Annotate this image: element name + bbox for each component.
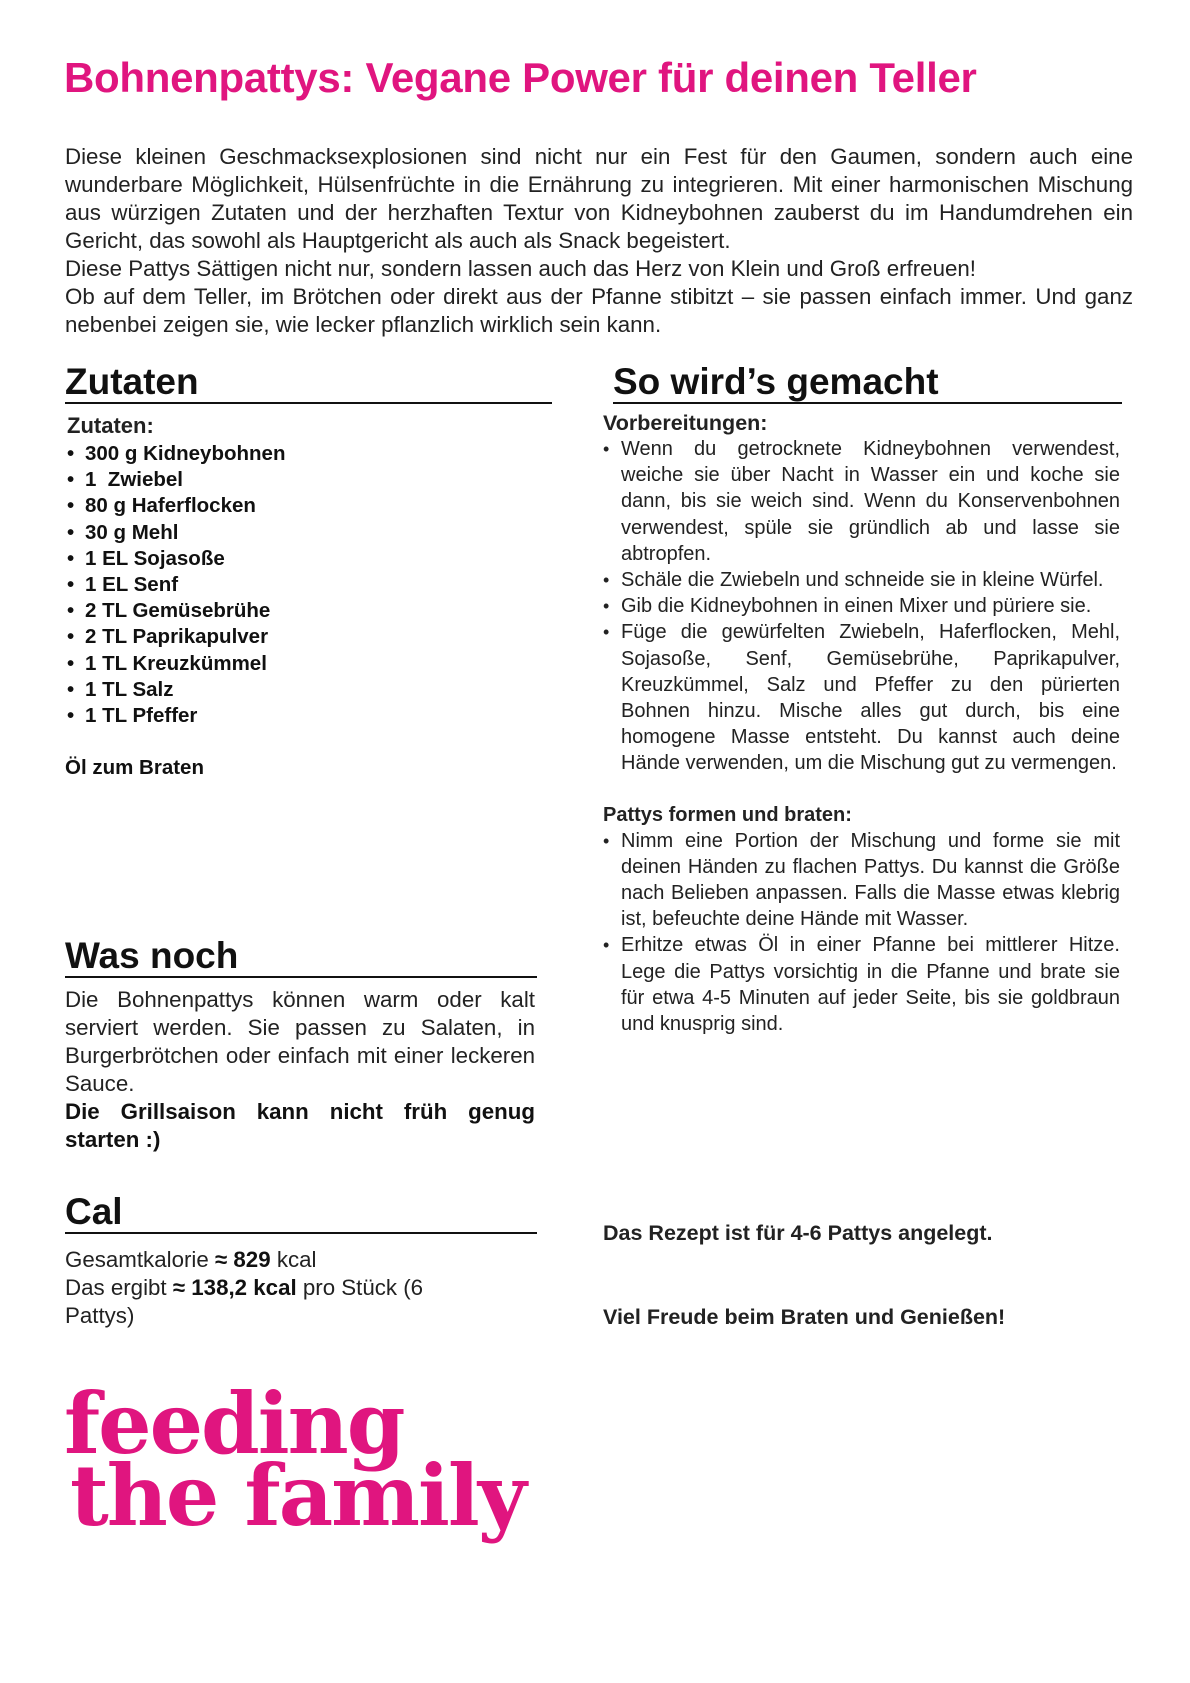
was-noch-heading: Was noch — [65, 936, 537, 978]
step-text: Erhitze etwas Öl in einer Pfanne bei mittlerer Hitze. Lege die Pattys vorsichtig in die Pfanne und brate sie für etwa 4-5 Minuten auf jeder Seite, bis sie goldbraun und knusprig sind. — [621, 934, 1120, 1036]
bullet-icon: • — [67, 494, 75, 518]
bullet-icon: • — [67, 468, 75, 492]
ingredient-item — [65, 572, 535, 598]
intro-text — [65, 143, 1133, 339]
bullet-icon: • — [603, 935, 610, 956]
ingredient-text: 80 g Haferflocken — [85, 494, 256, 518]
approx-icon: ≈ — [172, 1275, 186, 1300]
step-item — [603, 932, 1120, 1037]
total-calories-value: 829 — [233, 1247, 271, 1272]
ingredient-item — [65, 703, 535, 729]
ingredient-text: 2 TL Paprikapulver — [85, 625, 269, 649]
ingredient-item — [65, 493, 535, 519]
bullet-icon: • — [67, 442, 75, 465]
ingredient-item — [65, 598, 535, 624]
step-text: Schäle die Zwiebeln und schneide sie in kleine Würfel. — [621, 569, 1104, 592]
total-calories-unit: kcal — [276, 1247, 317, 1272]
step-text: Gib die Kidneybohnen in einen Mixer und püriere sie. — [621, 595, 1092, 618]
logo-line-2: the family — [70, 1446, 525, 1545]
ingredient-text: 1 TL Salz — [85, 677, 174, 701]
ingredient-text: 2 TL Gemüsebrühe — [85, 599, 271, 623]
intro-paragraph: Diese Pattys Sättigen nicht nur, sondern lassen auch das Herz von Klein und Groß erfreuen! — [65, 256, 976, 281]
forming-subheading: Pattys formen und braten: — [603, 803, 852, 826]
step-item — [603, 619, 1120, 776]
ingredient-text: 30 g Mehl — [85, 520, 179, 544]
ingredient-item — [65, 651, 535, 677]
bullet-icon: • — [67, 625, 75, 649]
ingredient-item — [65, 520, 535, 546]
bullet-icon: • — [67, 546, 75, 570]
forming-steps — [603, 828, 1120, 1038]
step-text: Füge die gewürfelten Zwiebeln, Haferflocken, Mehl, Sojasoße, Senf, Gemüsebrühe, Paprikapulver, Kreuzkümmel, Salz und Pfeffer zu den pürierten Bohnen hinzu. Mische alles gut durch, bis eine homogene Masse entsteht. Du kannst auch deine Hände verwenden, um die Mischung gut zu vermengen. — [621, 621, 1120, 775]
ingredient-item — [65, 441, 535, 467]
serving-text: Die Bohnenpattys können warm oder kalt serviert werden. Sie passen zu Salaten, in Burgerbrötchen oder einfach mit einer leckeren Sauce. — [65, 987, 535, 1096]
bullet-icon: • — [67, 599, 75, 623]
ingredient-text: 1 EL Senf — [85, 573, 179, 597]
step-text: Nimm eine Portion der Mischung und forme sie mit deinen Händen zu flachen Pattys. Du kannst die Größe nach Belieben anpassen. Falls die Masse etwas klebrig ist, befeuchte deine Hände mit Wasser. — [621, 829, 1120, 931]
ingredient-item — [65, 624, 535, 650]
closing-note: Viel Freude beim Braten und Genießen! — [603, 1305, 1006, 1329]
bullet-icon: • — [67, 677, 75, 701]
ingredient-item — [65, 677, 535, 703]
was-noch-section — [65, 986, 535, 1154]
step-item — [603, 567, 1120, 593]
bullet-icon: • — [603, 622, 610, 643]
page-title: Bohnenpattys: Vegane Power für deinen Teller — [64, 54, 977, 101]
intro-paragraph: Diese kleinen Geschmacksexplosionen sind nicht nur ein Fest für den Gaumen, sondern auch eine wunderbare Möglichkeit, Hülsenfrüchte in die Ernährung zu integrieren. Mit einer harmonischen Mischung aus würzigen Zutaten und der herzhaften Textur von Kidneybohnen zauberst du im Handumdrehen ein Gericht, das sowohl als Hauptgericht als auch als Snack begeistert. — [65, 144, 1133, 253]
grill-note: Die Grillsaison kann nicht früh genug starten :) — [65, 1099, 535, 1152]
intro-paragraph: Ob auf dem Teller, im Brötchen oder direkt aus der Pfanne stibitzt – sie passen einfach immer. Und ganz nebenbei zeigen sie, wie lecker pflanzlich wirklich sein kann. — [65, 284, 1133, 337]
step-text: Wenn du getrocknete Kidneybohnen verwendest, weiche sie über Nacht in Wasser ein und koche sie dann, bis sie weich sind. Wenn du Konservenbohnen verwendest, spüle sie gründlich ab und lasse sie abtropfen. — [621, 438, 1120, 565]
approx-icon: ≈ — [214, 1247, 228, 1272]
servings-note: Das Rezept ist für 4-6 Pattys angelegt. — [603, 1221, 993, 1245]
ingredient-text: 1 TL Pfeffer — [85, 704, 198, 728]
bullet-icon: • — [603, 439, 610, 459]
bullet-icon: • — [67, 704, 75, 728]
per-piece-suffix: pro Stück (6 Pattys) — [65, 1275, 424, 1328]
calories-heading: Cal — [65, 1192, 537, 1234]
ingredients-heading: Zutaten — [65, 362, 552, 404]
ingredient-item — [65, 546, 535, 572]
step-item — [603, 593, 1120, 619]
calories-section — [65, 1246, 485, 1330]
step-item — [603, 436, 1120, 567]
preparation-subheading: Vorbereitungen: — [603, 411, 768, 435]
oil-note: Öl zum Braten — [65, 756, 204, 780]
preparation-steps — [603, 436, 1120, 777]
per-piece-calories — [65, 1274, 485, 1330]
ingredient-item — [65, 467, 535, 493]
total-calories-label: Gesamtkalorie — [65, 1247, 209, 1272]
brand-logo — [64, 1374, 525, 1545]
bullet-icon: • — [603, 596, 610, 617]
bullet-icon: • — [67, 573, 75, 597]
ingredient-text: 1 Zwiebel — [85, 468, 183, 492]
bullet-icon: • — [603, 830, 610, 851]
total-calories — [65, 1246, 485, 1274]
method-section — [603, 411, 1120, 1037]
ingredients-subheading: Zutaten: — [67, 413, 154, 438]
logo-line-1: feeding — [64, 1374, 404, 1473]
bullet-icon: • — [67, 520, 75, 544]
ingredient-text: 300 g Kidneybohnen — [85, 442, 286, 465]
method-heading: So wird’s gemacht — [613, 362, 1122, 404]
ingredients-list — [65, 441, 535, 729]
bullet-icon: • — [67, 651, 75, 675]
ingredients-section — [65, 413, 535, 781]
per-piece-value: 138,2 kcal — [191, 1275, 297, 1300]
per-piece-label: Das ergibt — [65, 1275, 167, 1300]
ingredient-text: 1 EL Sojasoße — [85, 546, 225, 570]
bullet-icon: • — [603, 570, 610, 591]
step-item — [603, 828, 1120, 933]
ingredient-text: 1 TL Kreuzkümmel — [85, 651, 267, 675]
